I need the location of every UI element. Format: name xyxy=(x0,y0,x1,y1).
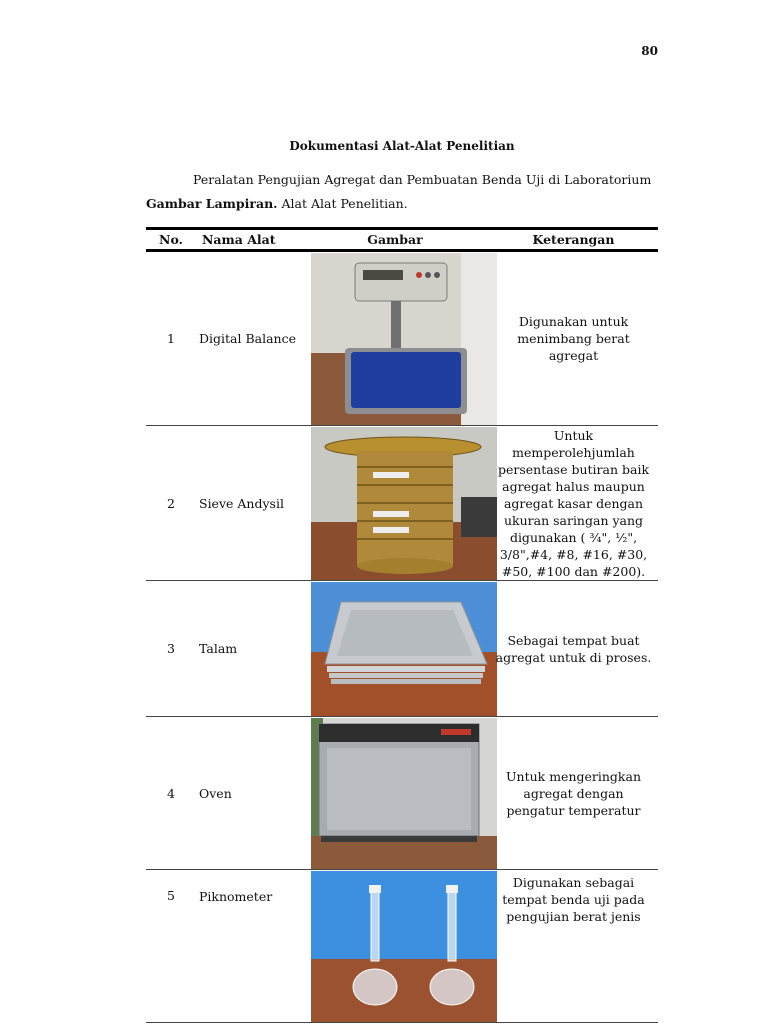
tool-description: Digunakan untuk menimbang berat agregat xyxy=(489,251,658,426)
tool-name: Piknometer xyxy=(196,870,301,1023)
document-title: Dokumentasi Alat-Alat Penelitian xyxy=(289,139,515,153)
oven-photo xyxy=(311,718,497,869)
header-no: No. xyxy=(146,229,196,251)
tool-description: Digunakan sebagai tempat benda uji pada pengujian berat jenis xyxy=(489,870,658,1023)
intro-text: Peralatan Pengujian Agregat dan Pembuatan Benda Uji di Laboratorium xyxy=(193,172,652,187)
row-number: 2 xyxy=(146,426,196,581)
caption-text: Alat Alat Penelitian. xyxy=(281,196,408,211)
page-number: 80 xyxy=(641,44,658,58)
tool-description: Sebagai tempat buat agregat untuk di proses. xyxy=(489,581,658,717)
caption-label: Gambar Lampiran. xyxy=(146,196,278,211)
tool-image-cell xyxy=(301,251,489,426)
tool-description: Untuk mengeringkan agregat dengan pengatur temperatur xyxy=(489,717,658,870)
tool-name: Sieve Andysil xyxy=(196,426,301,581)
header-description: Keterangan xyxy=(489,229,658,251)
figure-caption xyxy=(146,196,408,211)
tool-image-cell xyxy=(301,581,489,717)
table-row xyxy=(146,426,658,581)
sieve-photo xyxy=(311,427,497,580)
tool-image-cell xyxy=(301,717,489,870)
pycnometer-photo xyxy=(311,871,497,1022)
tool-name: Digital Balance xyxy=(196,251,301,426)
row-number: 5 xyxy=(146,870,196,1023)
row-number: 1 xyxy=(146,251,196,426)
tool-name: Talam xyxy=(196,581,301,717)
tool-image-cell xyxy=(301,426,489,581)
row-number: 3 xyxy=(146,581,196,717)
header-name: Nama Alat xyxy=(196,229,301,251)
row-number: 4 xyxy=(146,717,196,870)
table-row xyxy=(146,581,658,717)
table-row xyxy=(146,870,658,1023)
header-image: Gambar xyxy=(301,229,489,251)
tool-description: Untuk memperolehjumlah persentase butiran baik agregat halus maupun agregat kasar dengan ukuran saringan yang digunakan ( ¾", ½", 3/8",#4, #8, #16, #30, #50, #100 dan #200). xyxy=(489,426,658,581)
tool-image-cell xyxy=(301,870,489,1023)
table-header-row xyxy=(146,229,658,251)
tool-name: Oven xyxy=(196,717,301,870)
table-row xyxy=(146,717,658,870)
digital-balance-photo xyxy=(311,253,497,425)
equipment-table xyxy=(146,227,658,1023)
tray-photo xyxy=(311,582,497,716)
table-row xyxy=(146,251,658,426)
